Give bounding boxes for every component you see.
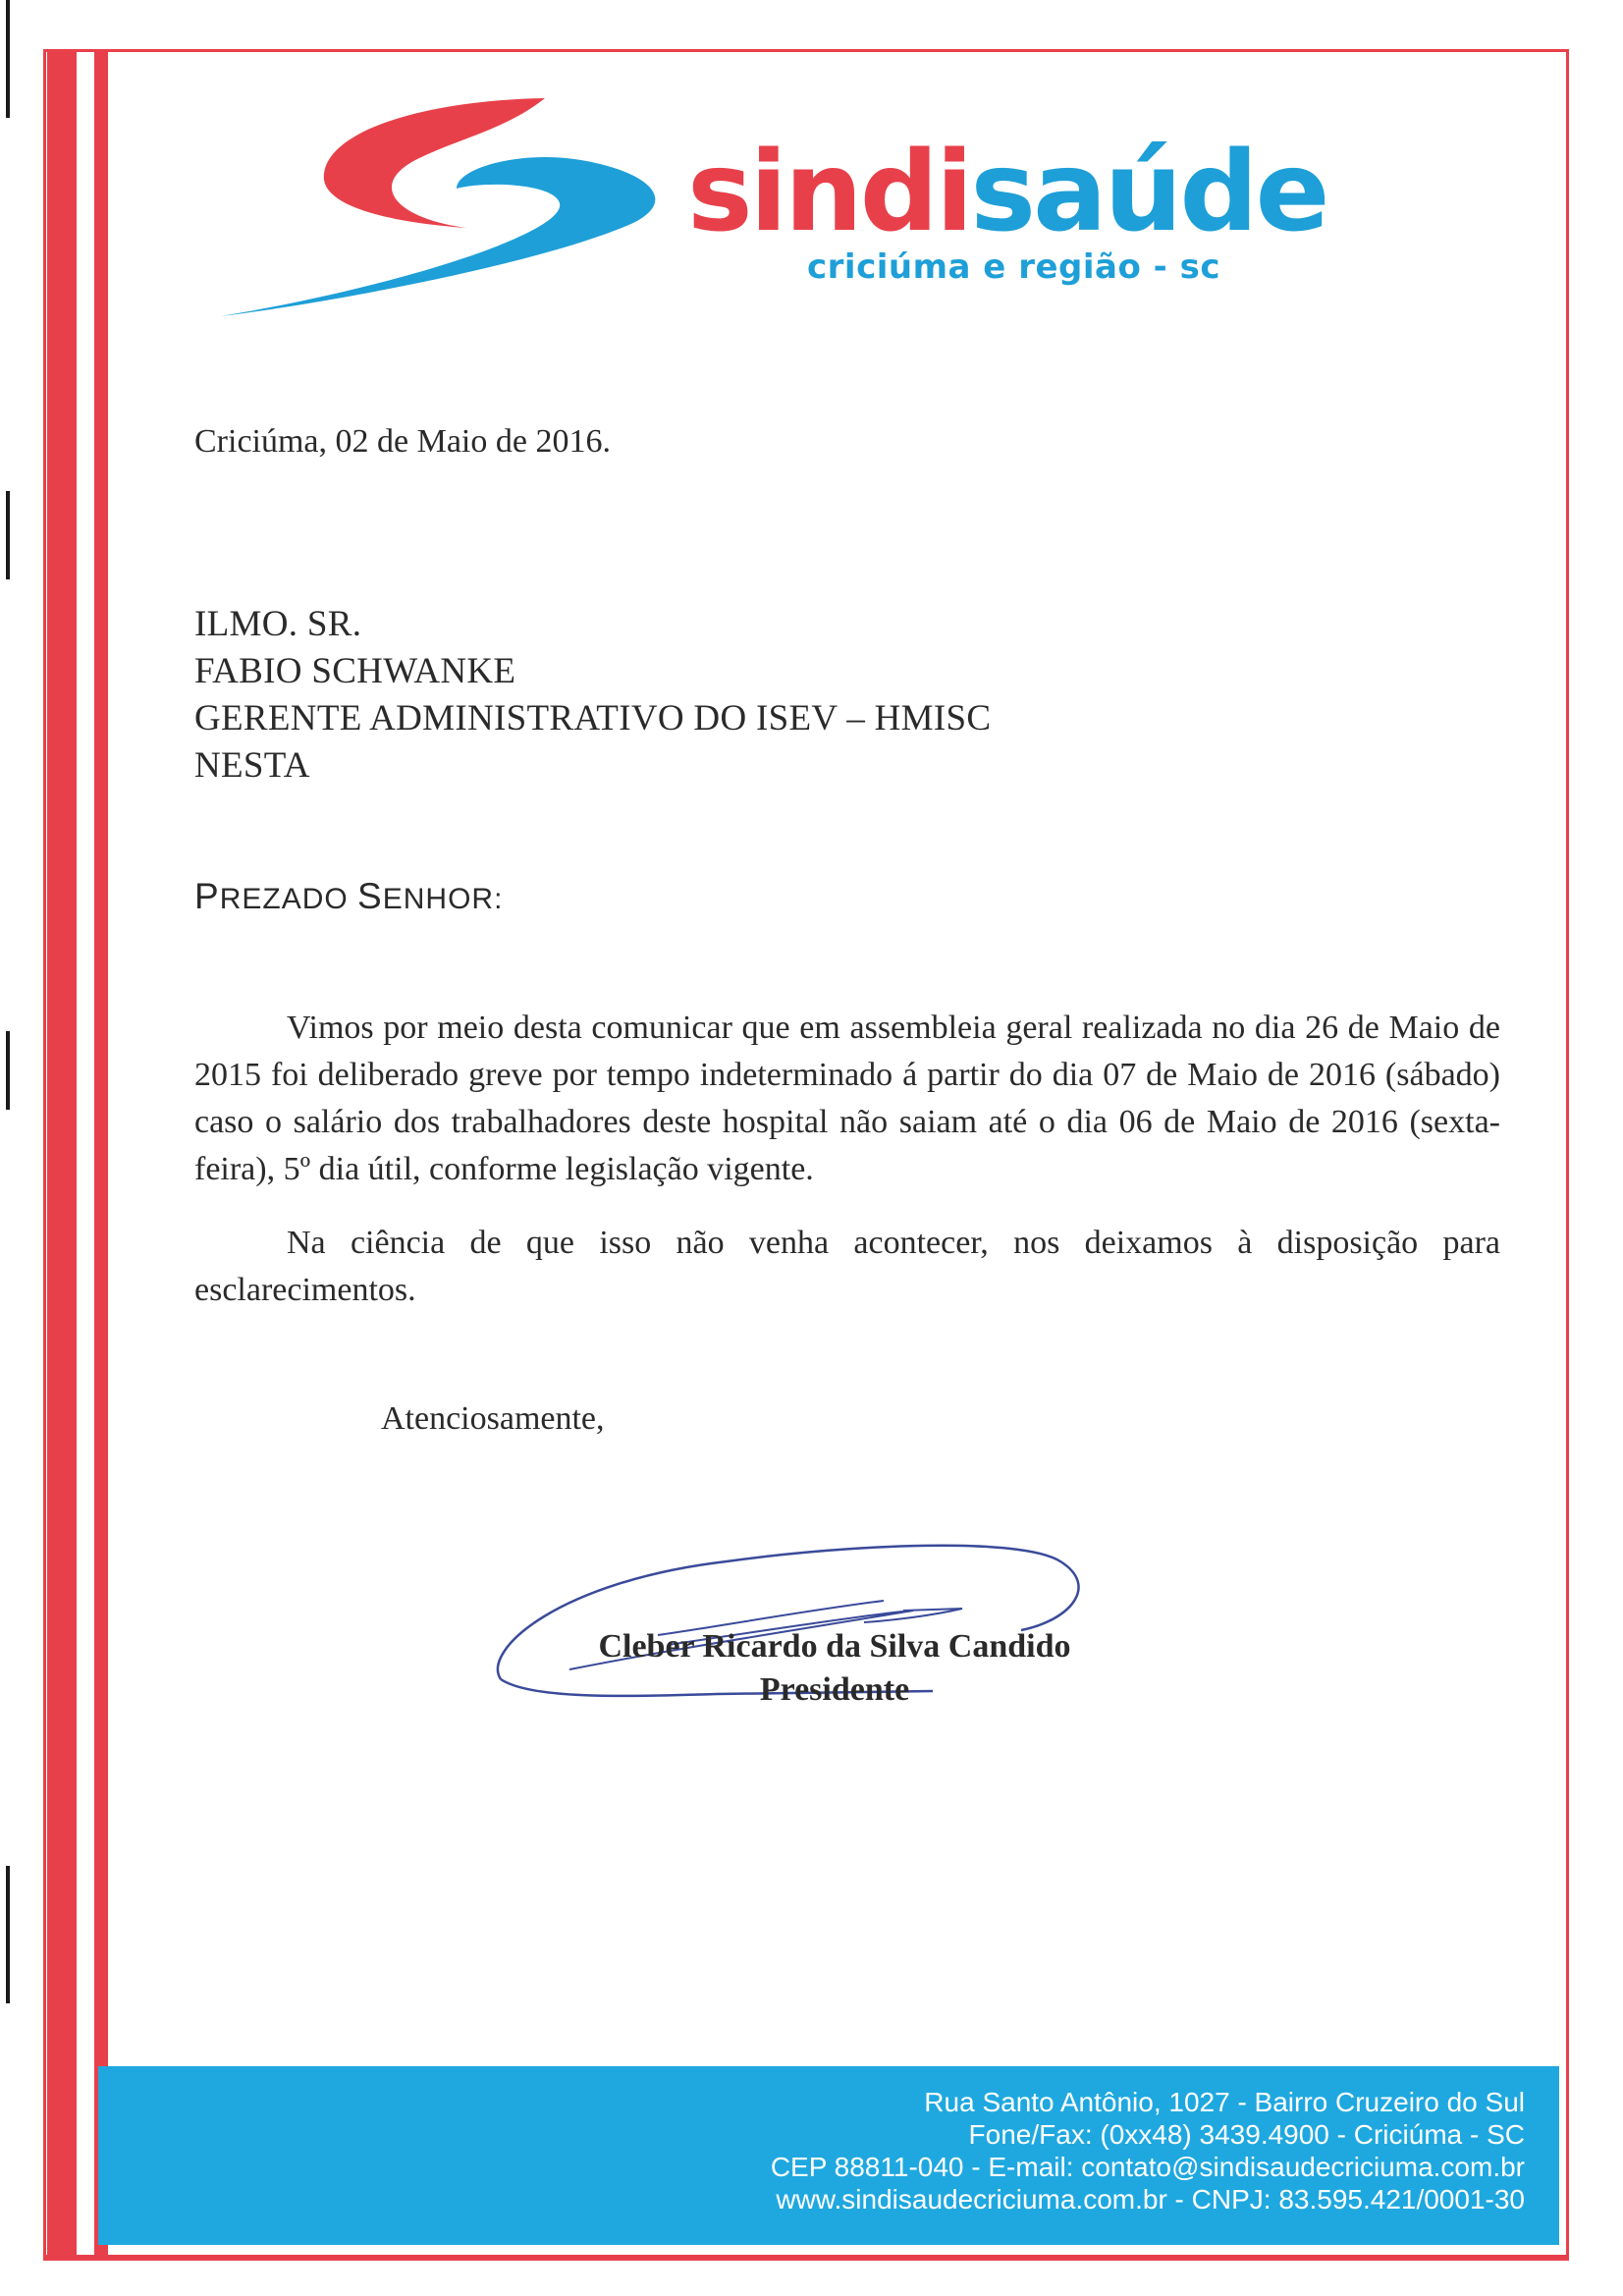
salutation-part: P: [194, 876, 220, 916]
recipient-line: FABIO SCHWANKE: [194, 651, 516, 691]
salutation-part: REZADO: [219, 883, 358, 915]
footer-website: www.sindisaudecriciuma.com.br - CNPJ: 83.595.421/0001-30: [776, 2184, 1525, 2214]
logo-text-saude: saúde: [970, 129, 1327, 256]
footer-contact: [771, 2086, 1525, 2215]
signer-title: Presidente: [759, 1671, 910, 1708]
logo-subtitle: criciúma e região - sc: [807, 247, 1220, 287]
scan-edge-mark: [6, 0, 10, 118]
recipient-block: [194, 601, 991, 790]
footer-email: CEP 88811-040 - E-mail: contato@sindisaudecriciuma.com.br: [770, 2152, 1525, 2182]
salutation-part: ENHOR:: [382, 883, 504, 915]
body-paragraph: [194, 1005, 1500, 1193]
letter-date: Criciúma, 02 de Maio de 2016.: [194, 423, 611, 460]
signer-name: Cleber Ricardo da Silva Candido: [598, 1628, 1071, 1665]
recipient-line: NESTA: [194, 745, 310, 786]
body-paragraph: [194, 1220, 1500, 1314]
frame-bar-thick: [47, 51, 77, 2259]
footer-address: Rua Santo Antônio, 1027 - Bairro Cruzeiro do Sul: [924, 2087, 1525, 2117]
footer-phone: Fone/Fax: (0xx48) 3439.4900 - Criciúma - SC: [968, 2119, 1525, 2150]
frame-bottom: [43, 2255, 1569, 2261]
salutation: [194, 876, 503, 917]
recipient-line: ILMO. SR.: [194, 604, 362, 644]
logo-text-sindi: sindi: [687, 129, 971, 256]
frame-bar-thin: [94, 51, 108, 2259]
scan-edge-mark: [6, 1031, 10, 1110]
body-paragraph-text: Vimos por meio desta comunicar que em assembleia geral realizada no dia 26 de Maio de 2015 foi deliberado greve por tempo indeterminado á partir do dia 07 de Maio de 2016 (sábado) caso o salário dos trabalhadores deste hospital não saiam até o dia 06 de Maio de 2016 (sexta-feira), 5º dia útil, conforme legislação vigente.: [194, 1010, 1500, 1187]
salutation-part: S: [357, 876, 383, 916]
scan-edge-mark: [6, 1866, 10, 2003]
closing: Atenciosamente,: [381, 1400, 605, 1437]
body-paragraph-text: Na ciência de que isso não venha acontecer, nos deixamos à disposição para esclarecimentos.: [194, 1225, 1500, 1308]
scan-edge-mark: [6, 491, 10, 579]
recipient-line: GERENTE ADMINISTRATIVO DO ISEV – HMISC: [194, 698, 992, 738]
logo-wordmark: [687, 129, 1327, 256]
logo-swoosh-icon: [221, 90, 682, 321]
